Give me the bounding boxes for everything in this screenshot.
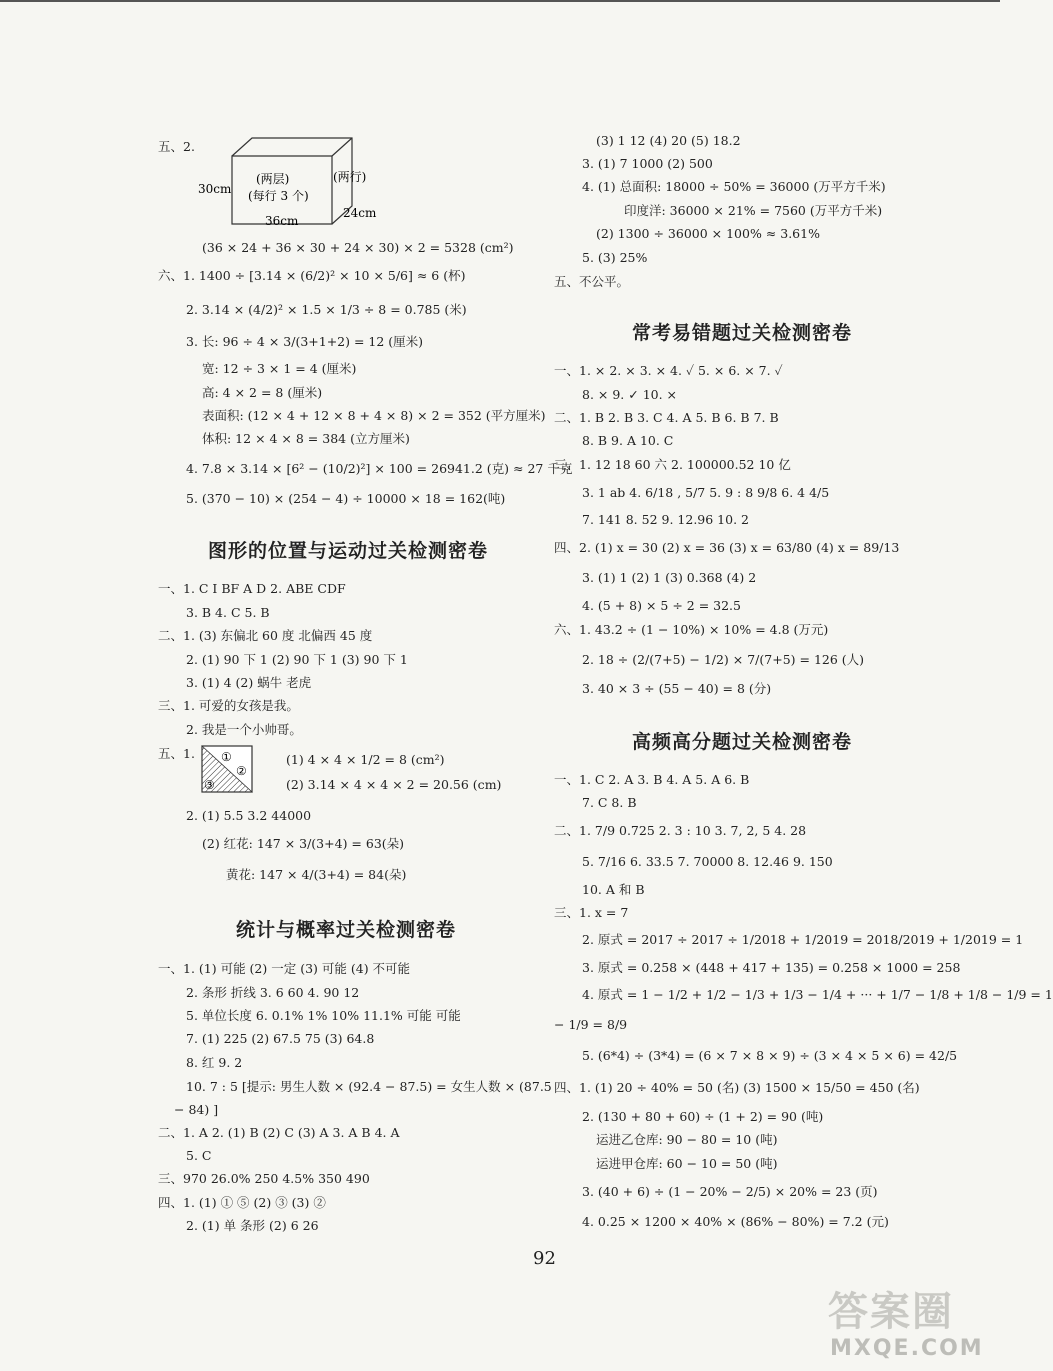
answer-line: (1) 4 × 4 × 1/2 = 8 (cm²) xyxy=(286,752,445,767)
answer-line: 5. 7/16 6. 33.5 7. 70000 8. 12.46 9. 150 xyxy=(582,854,833,869)
answer-line: 4. (5 + 8) × 5 ÷ 2 = 32.5 xyxy=(582,598,741,613)
answer-line: 5. 单位长度 6. 0.1% 1% 10% 11.1% 可能 可能 xyxy=(186,1008,461,1023)
answer-line: 3. 长: 96 ÷ 4 × 3/(3+1+2) = 12 (厘米) xyxy=(186,334,424,349)
answer-line: 8. B 9. A 10. C xyxy=(582,433,674,448)
answer-line: 四、1. (1) 20 ÷ 40% = 50 (名) (3) 1500 × 15/50 = 450 (名) xyxy=(554,1080,920,1095)
answer-line: 4. (1) 总面积: 18000 ÷ 50% = 36000 (万平方千米) xyxy=(582,179,886,194)
answer-line: 一、1. C I BF A D 2. ABE CDF xyxy=(158,581,346,596)
answer-line: 一、1. × 2. × 3. × 4. ✓ 5. × 6. × 7. ✓ xyxy=(554,363,783,378)
answer-line: 3. 1 ab 4. 6/18 , 5/7 5. 9 : 8 9/8 6. 4 4/5 xyxy=(582,485,830,500)
answer-line: 3. 原式 = 0.258 × (448 + 417 + 135) = 0.258 × 1000 = 258 xyxy=(582,960,961,975)
answer-line: 表面积: (12 × 4 + 12 × 8 + 4 × 8) × 2 = 352 (平方厘米) xyxy=(202,408,546,423)
answer-line: 5. (3) 25% xyxy=(582,250,648,265)
box-front-label: (两层) xyxy=(256,172,290,186)
answer-line: 2. 3.14 × (4/2)² × 1.5 × 1/3 ÷ 8 = 0.785 (米) xyxy=(186,302,467,317)
answer-line: 7. (1) 225 (2) 67.5 75 (3) 64.8 xyxy=(186,1031,375,1046)
answer-line: 五、1. xyxy=(158,746,195,761)
answer-line: (2) 红花: 147 × 3/(3+4) = 63(朵) xyxy=(202,836,405,851)
answer-line: 二、1. 7/9 0.725 2. 3 : 10 3. 7, 2, 5 4. 28 xyxy=(554,823,807,838)
box-length-label: 36cm xyxy=(265,214,299,228)
grid-label-3: ③ xyxy=(204,778,215,792)
watermark xyxy=(820,1280,995,1365)
answer-line: 7. 141 8. 52 9. 12.96 10. 2 xyxy=(582,512,749,527)
answer-line: 二、1. A 2. (1) B (2) C (3) A 3. A B 4. A xyxy=(158,1125,400,1140)
answer-line: 4. 7.8 × 3.14 × [6² − (10/2)²] × 100 = 26941.2 (克) ≈ 27 千克 xyxy=(186,461,573,476)
answer-line: 一、1. (1) 可能 (2) 一定 (3) 可能 (4) 不可能 xyxy=(158,961,411,976)
answer-line: (2) 1300 ÷ 36000 × 100% ≈ 3.61% xyxy=(596,226,820,241)
page-number: 92 xyxy=(533,1248,556,1269)
answer-line: − 84) ] xyxy=(174,1102,219,1117)
answer-line: 二、1. (3) 东偏北 60 度 北偏西 45 度 xyxy=(158,628,373,643)
top-border xyxy=(0,0,1000,2)
answer-line: 4. 0.25 × 1200 × 40% × (86% − 80%) = 7.2 (元) xyxy=(582,1214,889,1229)
answer-line: 8. × 9. ✓ 10. × xyxy=(582,387,678,402)
answer-line: 运进乙仓库: 90 − 80 = 10 (吨) xyxy=(596,1132,778,1147)
box-side-label: (两行) xyxy=(333,170,367,184)
watermark-logo: 答案圈 xyxy=(828,1289,954,1335)
answer-line: 三、970 26.0% 250 4.5% 350 490 xyxy=(158,1171,370,1186)
answer-line: 三、1. 可爱的女孩是我。 xyxy=(158,698,299,713)
answer-line: 三、1. 12 18 60 六 2. 100000.52 10 亿 xyxy=(554,457,791,472)
shaded-square-figure xyxy=(201,745,255,795)
answer-line: 六、1. 43.2 ÷ (1 − 10%) × 10% = 4.8 (万元) xyxy=(554,622,829,637)
answer-line: (2) 3.14 × 4 × 4 × 2 = 20.56 (cm) xyxy=(286,777,502,792)
answer-line: 3. (40 + 6) ÷ (1 − 20% − 2/5) × 20% = 23 (页) xyxy=(582,1184,878,1199)
answer-line: 印度洋: 36000 × 21% = 7560 (万平方千米) xyxy=(624,203,883,218)
answer-line: 2. (1) 90 下 1 (2) 90 下 1 (3) 90 下 1 xyxy=(186,652,408,667)
answer-line: 2. 我是一个小帅哥。 xyxy=(186,722,302,737)
answer-line: (3) 1 12 (4) 20 (5) 18.2 xyxy=(596,133,741,148)
grid-label-2: ② xyxy=(236,764,247,778)
answer-line: 3. (1) 4 (2) 蜗牛 老虎 xyxy=(186,675,312,690)
answer-line: 五、不公平。 xyxy=(554,274,630,289)
answer-line: 2. 18 ÷ (2/(7+5) − 1/2) × 7/(7+5) = 126 (人) xyxy=(582,652,865,667)
answer-line: 宽: 12 ÷ 3 × 1 = 4 (厘米) xyxy=(202,361,357,376)
answer-line: 7. C 8. B xyxy=(582,795,637,810)
answer-line: 高: 4 × 2 = 8 (厘米) xyxy=(202,385,323,400)
answer-line: 黄花: 147 × 4/(3+4) = 84(朵) xyxy=(226,867,407,882)
answer-line: 二、1. B 2. B 3. C 4. A 5. B 6. B 7. B xyxy=(554,410,779,425)
answer-line: 2. (1) 5.5 3.2 44000 xyxy=(186,808,312,823)
answer-line: 四、1. (1) ① ⑤ (2) ③ (3) ② xyxy=(158,1195,326,1210)
box-width-label: 24cm xyxy=(343,206,377,220)
answer-line: (36 × 24 + 36 × 30 + 24 × 30) × 2 = 5328 (cm²) xyxy=(202,240,514,255)
box-front-label-2: (每行 3 个) xyxy=(248,189,309,203)
section-heading: 图形的位置与运动过关检测密卷 xyxy=(208,540,489,562)
answer-line: 六、1. 1400 ÷ [3.14 × (6/2)² × 10 × 5/6] ≈ 6 (杯) xyxy=(158,268,466,283)
answer-line: 5. C xyxy=(186,1148,212,1163)
answer-line: 10. A 和 B xyxy=(582,882,645,897)
box-height-label: 30cm xyxy=(198,182,232,196)
watermark-url: MXQE.COM xyxy=(830,1336,984,1361)
section-heading: 常考易错题过关检测密卷 xyxy=(632,322,853,344)
answer-line: 10. 7 : 5 [提示: 男生人数 × (92.4 − 87.5) = 女生人数 × (87.5 xyxy=(186,1079,552,1094)
answer-line: 4. 原式 = 1 − 1/2 + 1/2 − 1/3 + 1/3 − 1/4 + ··· + 1/7 − 1/8 + 1/8 − 1/9 = 1 xyxy=(582,987,1053,1002)
answer-line: 5. (6*4) ÷ (3*4) = (6 × 7 × 8 × 9) ÷ (3 × 4 × 5 × 6) = 42/5 xyxy=(582,1048,958,1063)
grid-label-1: ① xyxy=(221,750,232,764)
answer-line: 运进甲仓库: 60 − 10 = 50 (吨) xyxy=(596,1156,778,1171)
answer-line: 2. (130 + 80 + 60) ÷ (1 + 2) = 90 (吨) xyxy=(582,1109,824,1124)
answer-line: 8. 红 9. 2 xyxy=(186,1055,243,1070)
answer-line: 3. (1) 7 1000 (2) 500 xyxy=(582,156,713,171)
answer-line: 体积: 12 × 4 × 8 = 384 (立方厘米) xyxy=(202,431,410,446)
answer-line: 2. (1) 单 条形 (2) 6 26 xyxy=(186,1218,319,1233)
answer-line: 五、2. xyxy=(158,139,195,154)
answer-line: 2. 条形 折线 3. 6 60 4. 90 12 xyxy=(186,985,360,1000)
answer-line: 5. (370 − 10) × (254 − 4) ÷ 10000 × 18 = 162(吨) xyxy=(186,491,506,506)
cuboid-figure xyxy=(196,134,386,234)
section-heading: 高频高分题过关检测密卷 xyxy=(632,731,853,753)
answer-line: 2. 原式 = 2017 ÷ 2017 ÷ 1/2018 + 1/2019 = 2018/2019 + 1/2019 = 1 xyxy=(582,932,1024,947)
answer-line: 3. (1) 1 (2) 1 (3) 0.368 (4) 2 xyxy=(582,570,757,585)
answer-line: 四、2. (1) x = 30 (2) x = 36 (3) x = 63/80 (4) x = 89/13 xyxy=(554,540,900,555)
answer-line: 3. B 4. C 5. B xyxy=(186,605,270,620)
answer-line: − 1/9 = 8/9 xyxy=(554,1017,628,1032)
answer-line: 三、1. x = 7 xyxy=(554,905,629,920)
section-heading: 统计与概率过关检测密卷 xyxy=(236,919,457,941)
answer-line: 一、1. C 2. A 3. B 4. A 5. A 6. B xyxy=(554,772,750,787)
answer-line: 3. 40 × 3 ÷ (55 − 40) = 8 (分) xyxy=(582,681,772,696)
